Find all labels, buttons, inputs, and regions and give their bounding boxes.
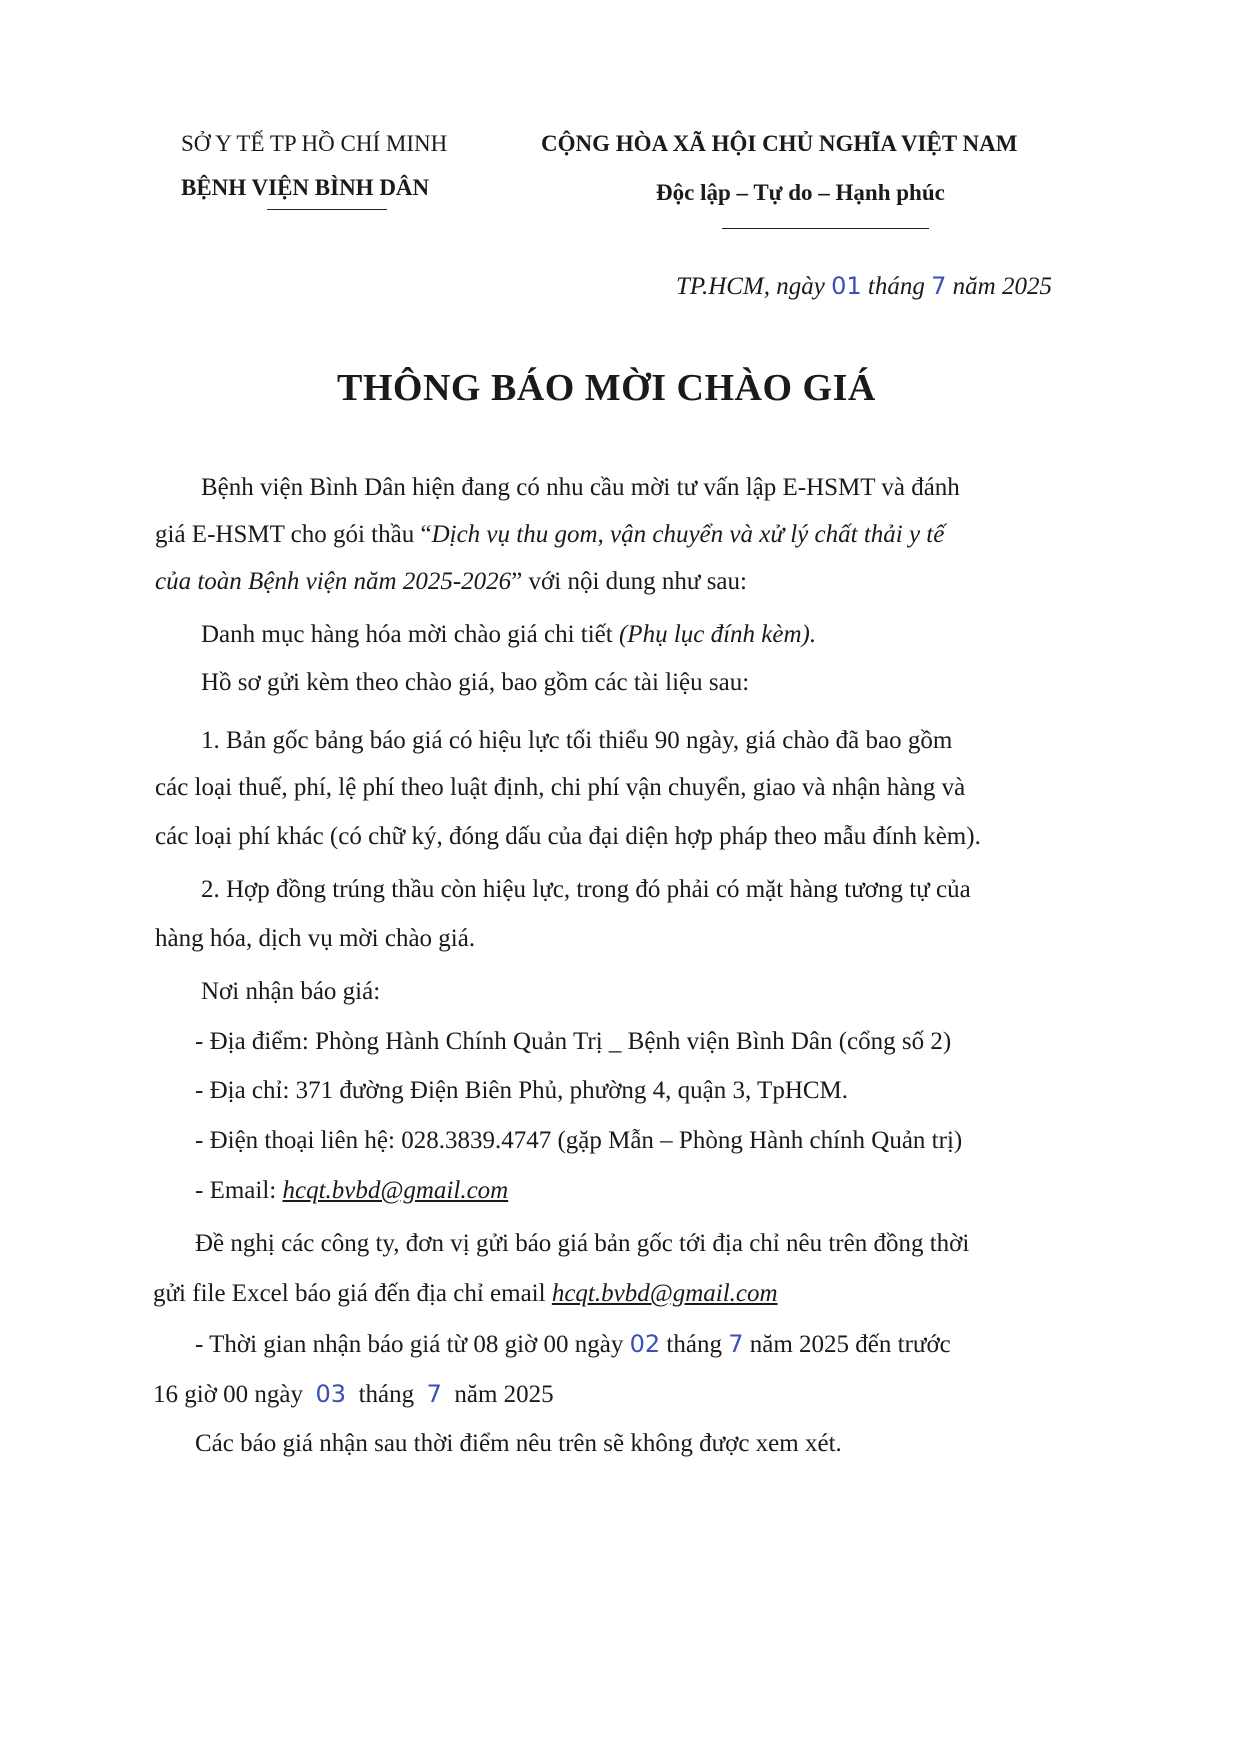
intro-line-3-suffix: ” với nội dung như sau: [511,568,747,595]
item-1-line-2: các loại thuế, phí, lệ phí theo luật định, chi phí vận chuyển, giao và nhận hàng và [155,774,966,801]
time-start-month-word: tháng [666,1331,722,1358]
catalog-line [201,621,816,649]
request-line-2 [153,1280,778,1308]
time-start-text: - Thời gian nhận báo giá từ 08 giờ 00 ngày [195,1331,624,1358]
time-line-1 [195,1330,951,1359]
request-line-1: Đề nghị các công ty, đơn vị gửi báo giá bản gốc tới địa chỉ nêu trên đồng thời [195,1230,970,1257]
date-month-word: tháng [867,273,925,300]
email-label: - Email: [195,1177,283,1204]
time-deadline-month-word: tháng [358,1381,415,1408]
receive-address: - Địa chỉ: 371 đường Điện Biên Phủ, phường 4, quận 3, TpHCM. [195,1077,849,1104]
time-deadline-year: năm 2025 [454,1381,554,1408]
time-end-text: năm 2025 đến trước [749,1331,951,1358]
date-year: năm 2025 [952,273,1052,300]
end-month-handwritten: 7 [426,1380,442,1408]
motto-underline [722,228,929,229]
package-name-part-2: của toàn Bệnh viện năm 2025-2026 [155,568,512,595]
catalog-attachment-note: (Phụ lục đính kèm). [618,621,817,648]
intro-line-2 [155,521,944,549]
closing-note: Các báo giá nhận sau thời điểm nêu trên sẽ không được xem xét. [195,1430,842,1457]
intro-line-1: Bệnh viện Bình Dân hiện đang có nhu cầu mời tư vấn lập E-HSMT và đánh [201,474,960,501]
national-title: CỘNG HÒA XÃ HỘI CHỦ NGHĨA VIỆT NAM [541,131,1018,156]
org-parent: SỞ Y TẾ TP HỒ CHÍ MINH [181,131,448,156]
item-1-line-1: 1. Bản gốc bảng báo giá có hiệu lực tối thiểu 90 ngày, giá chào đã bao gồm [201,727,953,754]
intro-line-2-prefix: giá E-HSMT cho gói thầu “ [155,521,432,548]
org-underline [267,209,387,210]
start-day-handwritten: 02 [629,1330,661,1358]
date-day-handwritten: 01 [831,272,862,300]
org-name: BỆNH VIỆN BÌNH DÂN [181,175,430,200]
request-email-link[interactable]: hcqt.bvbd@gmail.com [551,1280,778,1307]
receive-location: - Địa điểm: Phòng Hành Chính Quản Trị _ Bệnh viện Bình Dân (cổng số 2) [195,1028,952,1055]
date-line [676,272,1052,301]
start-month-handwritten: 7 [728,1330,744,1358]
request-line-2-prefix: gửi file Excel báo giá đến địa chỉ email [153,1280,552,1307]
item-1-line-3: các loại phí khác (có chữ ký, đóng dấu của đại diện hợp pháp theo mẫu đính kèm). [155,823,981,850]
catalog-text: Danh mục hàng hóa mời chào giá chi tiết [201,621,619,648]
item-2-line-2: hàng hóa, dịch vụ mời chào giá. [155,925,476,952]
receive-phone: - Điện thoại liên hệ: 028.3839.4747 (gặp Mẫn – Phòng Hành chính Quản trị) [195,1127,963,1154]
email-link[interactable]: hcqt.bvbd@gmail.com [282,1177,509,1204]
document-title: THÔNG BÁO MỜI CHÀO GIÁ [337,367,876,409]
item-2-line-1: 2. Hợp đồng trúng thầu còn hiệu lực, trong đó phải có mặt hàng tương tự của [201,876,971,903]
national-motto: Độc lập – Tự do – Hạnh phúc [656,180,945,205]
date-prefix: TP.HCM, ngày [676,273,825,300]
receive-title: Nơi nhận báo giá: [201,978,381,1005]
documents-intro: Hồ sơ gửi kèm theo chào giá, bao gồm các tài liệu sau: [201,669,750,696]
receive-email-line [195,1177,508,1205]
package-name-part-1: Dịch vụ thu gom, vận chuyển và xử lý chất thải y tế [431,521,945,548]
date-month-handwritten: 7 [931,272,947,300]
time-line-2 [153,1380,554,1409]
time-deadline-text: 16 giờ 00 ngày [153,1381,304,1408]
end-day-handwritten: 03 [315,1380,347,1408]
intro-line-3 [155,568,747,596]
